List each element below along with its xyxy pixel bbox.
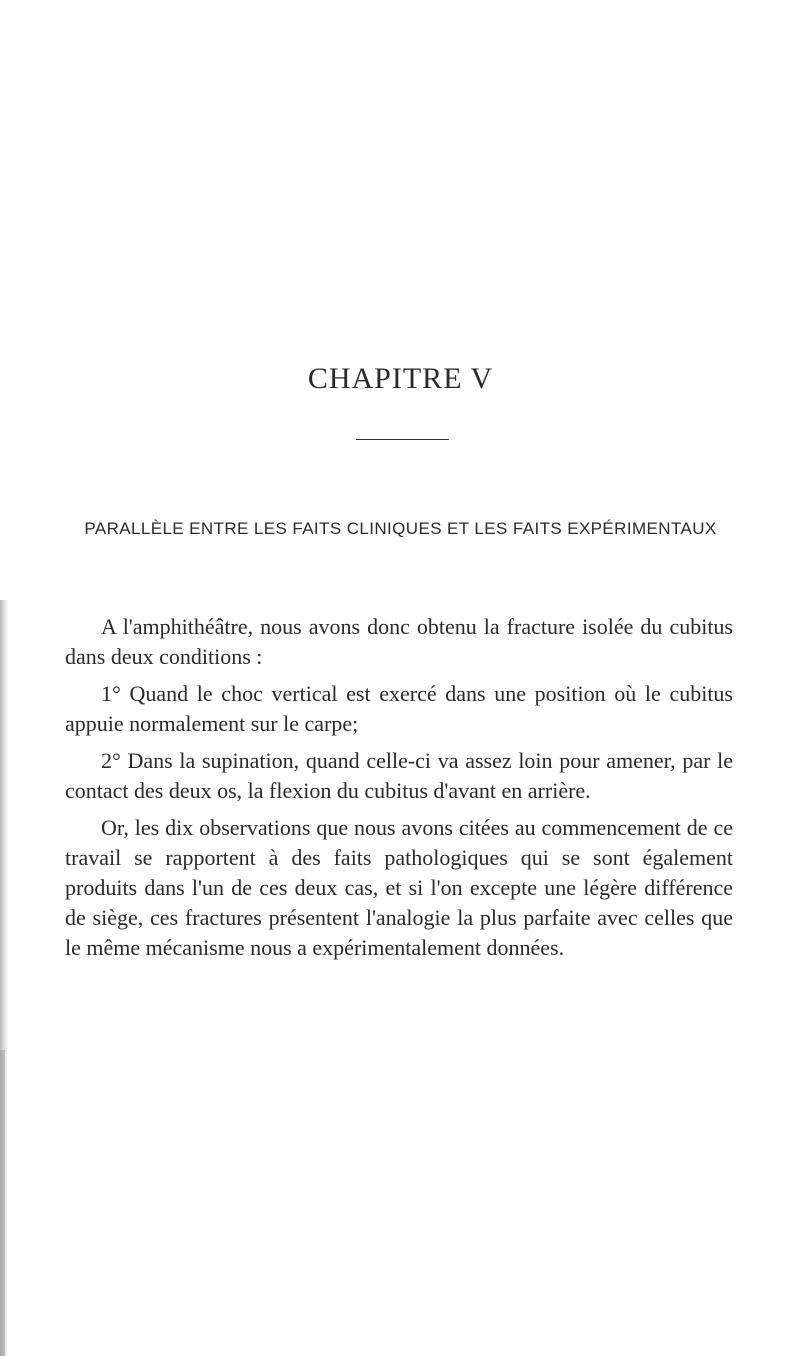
body-text	[65, 612, 733, 970]
title-divider	[356, 439, 449, 440]
paragraph-conclusion: Or, les dix observations que nous avons citées au commencement de ce travail se rapportent à des faits pathologiques qui se sont également produits dans l'un de ces deux cas, et si l'on excepte une légère différence de siège, ces fractures présentent l'analogie la plus parfaite avec celles que le même mécanisme nous a expérimentalement données.	[65, 815, 733, 960]
paragraph-condition-1: 1° Quand le choc vertical est exercé dans une position où le cubitus appuie normalement sur le carpe;	[65, 681, 733, 736]
paragraph-condition-2: 2° Dans la supination, quand celle-ci va assez loin pour amener, par le contact des deux os, la flexion du cubitus d'avant en arrière.	[65, 748, 733, 803]
section-heading: PARALLÈLE ENTRE LES FAITS CLINIQUES ET LES FAITS EXPÉRIMENTAUX	[84, 519, 717, 538]
paragraph-intro: A l'amphithéâtre, nous avons donc obtenu la fracture isolée du cubitus dans deux conditions :	[65, 614, 733, 669]
chapter-title: CHAPITRE V	[307, 362, 494, 395]
